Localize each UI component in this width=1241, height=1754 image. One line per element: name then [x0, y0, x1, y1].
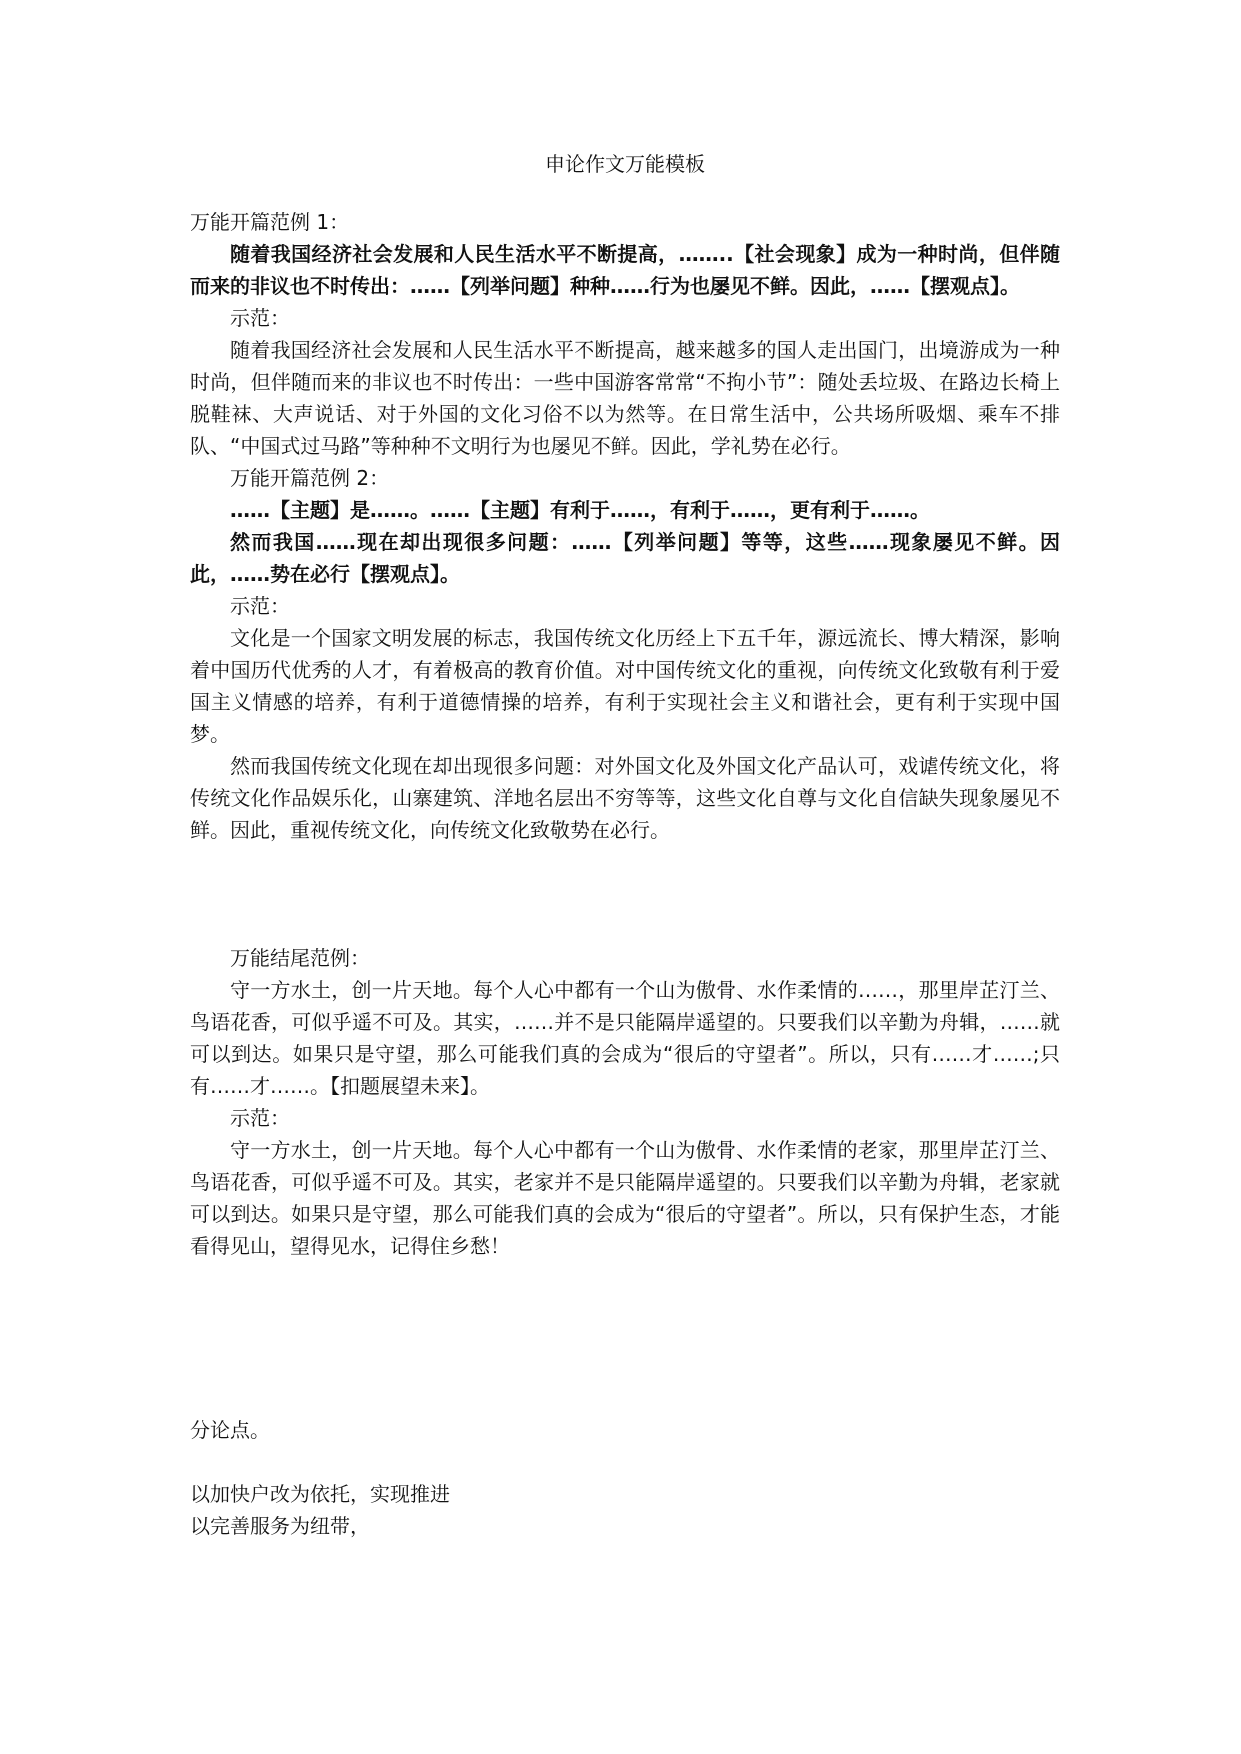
opening1-label: 万能开篇范例 1：	[190, 210, 350, 234]
opening2-example-label: 示范：	[230, 594, 290, 618]
document-title: 申论作文万能模板	[545, 152, 705, 176]
line-spacer	[190, 1446, 1060, 1478]
opening1-example-label: 示范：	[230, 306, 290, 330]
subpoints-heading: 分论点。	[190, 1418, 270, 1442]
opening1-template: 随着我国经济社会发展和人民生活水平不断提高，……..【社会现象】成为一种时尚，但伴随而来的非议也不时传出：……【列举问题】种种……行为也屡见不鲜。因此，……【摆观点】。	[190, 242, 1060, 298]
section-spacer	[190, 1262, 1060, 1414]
subpoint-line-2: 以完善服务为纽带，	[190, 1514, 370, 1538]
opening2-template-line2: 然而我国……现在却出现很多问题：……【列举问题】等等，这些……现象屡见不鲜。因此，……势在必行【摆观点】。	[190, 530, 1060, 586]
ending-example: 守一方水土，创一片天地。每个人心中都有一个山为傲骨、水作柔情的老家，那里岸芷汀兰、鸟语花香，可似乎遥不可及。其实，老家并不是只能隔岸遥望的。只要我们以辛勤为舟辑，老家就可以到达。如果只是守望，那么可能我们真的会成为“很后的守望者”。所以，只有保护生态，才能看得见山，望得见水，记得住乡愁！	[190, 1138, 1060, 1258]
document-body	[190, 148, 1060, 1542]
opening1-example: 随着我国经济社会发展和人民生活水平不断提高，越来越多的国人走出国门，出境游成为一种时尚，但伴随而来的非议也不时传出：一些中国游客常常“不拘小节”：随处丢垃圾、在路边长椅上脱鞋袜、大声说话、对于外国的文化习俗不以为然等。在日常生活中，公共场所吸烟、乘车不排队、“中国式过马路”等种种不文明行为也屡见不鲜。因此，学礼势在必行。	[190, 338, 1060, 458]
opening2-example-paragraph-2: 然而我国传统文化现在却出现很多问题：对外国文化及外国文化产品认可，戏谑传统文化，将传统文化作品娱乐化，山寨建筑、洋地名层出不穷等等，这些文化自尊与文化自信缺失现象屡见不鲜。因此，重视传统文化，向传统文化致敬势在必行。	[190, 754, 1060, 842]
ending-label: 万能结尾范例：	[230, 946, 370, 970]
opening2-label: 万能开篇范例 2：	[230, 466, 390, 490]
ending-template: 守一方水土，创一片天地。每个人心中都有一个山为傲骨、水作柔情的……，那里岸芷汀兰、鸟语花香，可似乎遥不可及。其实，……并不是只能隔岸遥望的。只要我们以辛勤为舟辑，……就可以到达。如果只是守望，那么可能我们真的会成为“很后的守望者”。所以，只有……才……;只有……才……。【扣题展望未来】。	[190, 978, 1060, 1098]
subpoint-line-1: 以加快户改为依托，实现推进	[190, 1482, 450, 1506]
section-spacer	[190, 846, 1060, 942]
opening2-template-line1: ……【主题】是……。……【主题】有利于……，有利于……，更有利于……。	[230, 498, 930, 522]
ending-example-label: 示范：	[230, 1106, 290, 1130]
opening2-example-paragraph-1: 文化是一个国家文明发展的标志，我国传统文化历经上下五千年，源远流长、博大精深，影响着中国历代优秀的人才，有着极高的教育价值。对中国传统文化的重视，向传统文化致敬有利于爱国主义情感的培养，有利于道德情操的培养，有利于实现社会主义和谐社会，更有利于实现中国梦。	[190, 626, 1060, 746]
